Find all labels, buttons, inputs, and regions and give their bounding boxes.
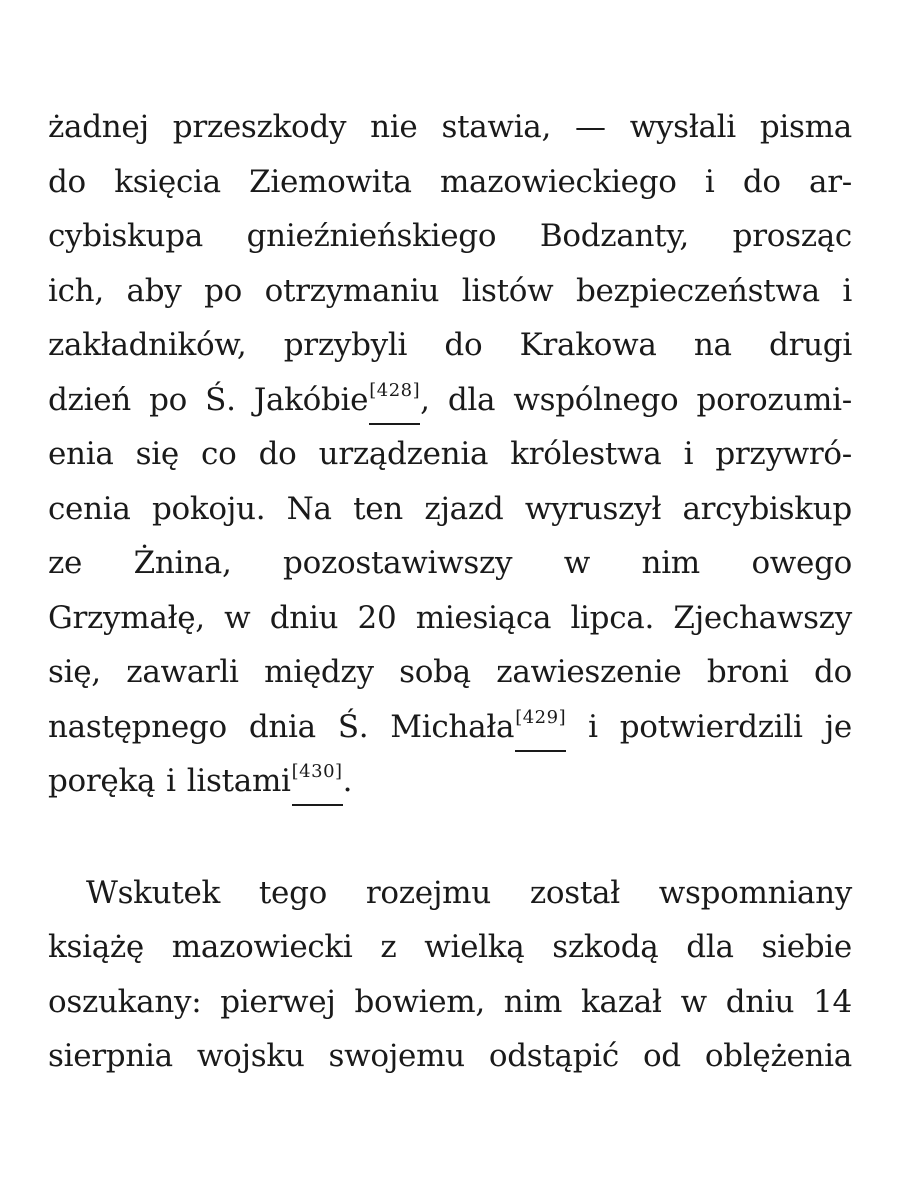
text-line [48, 754, 852, 809]
word: pierwej [220, 983, 336, 1020]
footnote-link-430[interactable]: [430] [291, 761, 343, 782]
text-line [48, 482, 852, 537]
word: po [204, 272, 242, 309]
paragraph-spacer [48, 809, 852, 866]
word: Żnina, [133, 545, 232, 581]
word: Jakóbie [253, 381, 369, 418]
book-page [48, 100, 852, 1084]
word: Ś. [337, 708, 369, 745]
word: do [742, 163, 781, 200]
word: Zjechawszy [673, 599, 852, 636]
word: z [380, 929, 397, 965]
text-line [48, 591, 852, 646]
word: w [680, 983, 707, 1020]
word: dla [686, 929, 734, 965]
word: oszukany: [48, 983, 202, 1020]
word: w [563, 545, 591, 581]
word: sierpnia [48, 1038, 173, 1074]
word: przybyli [283, 327, 408, 363]
word: ar- [809, 163, 852, 200]
text-line [48, 264, 852, 319]
word: prosząc [732, 218, 852, 254]
word: się [135, 436, 179, 472]
word: wysłali [629, 109, 736, 145]
word: Wskutek [86, 874, 221, 911]
word-with-footnote [254, 373, 430, 428]
word-with-footnote [390, 700, 566, 755]
word: cybiskupa [48, 218, 203, 254]
word: Ziemowita [249, 163, 412, 200]
text-line [48, 209, 852, 264]
word: Bodzanty, [539, 218, 689, 254]
punctuation: . [342, 763, 353, 799]
word: swojemu [328, 1038, 465, 1074]
word: kazał [581, 983, 662, 1020]
word: otrzymaniu [264, 272, 440, 309]
word: bezpieczeństwa [575, 272, 820, 309]
word: dniu [269, 599, 339, 636]
text-line [48, 920, 852, 975]
word: owego [751, 545, 852, 581]
word: Krakowa [519, 327, 657, 363]
word: Na [286, 490, 332, 527]
word: pisma [759, 109, 852, 145]
word: książę [48, 929, 144, 965]
word: arcybiskup [682, 490, 852, 527]
text-line [48, 155, 852, 210]
word: enia [48, 436, 114, 472]
word: nie [370, 109, 418, 145]
word: po [149, 381, 187, 418]
word: Grzymałę, [48, 599, 205, 636]
word: urządzenia [318, 436, 489, 472]
word: dnia [248, 708, 316, 745]
text-line [48, 645, 852, 700]
text-line [48, 100, 852, 155]
word: do [258, 436, 297, 472]
word: oblężenia [704, 1038, 852, 1074]
text-line [48, 866, 852, 921]
word: dniu [725, 983, 795, 1020]
word: zakładników, [48, 327, 247, 363]
word: i [704, 163, 715, 200]
word: zawieszenie [496, 654, 682, 690]
word: drugi [769, 327, 852, 363]
word: szkodą [552, 929, 659, 965]
word: się, [48, 654, 101, 690]
word: następnego [48, 708, 227, 745]
word: dla [447, 381, 496, 418]
word: pokoju. [151, 490, 266, 527]
word: zawarli [126, 654, 239, 690]
word: królestwa [510, 436, 662, 472]
paragraph-2 [48, 866, 852, 1084]
word: listów [461, 272, 554, 309]
word: rozejmu [365, 874, 491, 911]
word: pozostawiwszy [283, 545, 513, 581]
text-line [48, 975, 852, 1030]
word: wspomniany [658, 874, 852, 911]
word: ich, [48, 272, 104, 309]
word: księcia [114, 163, 221, 200]
text-line [48, 427, 852, 482]
word: — [575, 109, 606, 145]
word: przeszkody [172, 109, 347, 145]
word-with-footnote [187, 754, 352, 809]
word: broni [706, 654, 789, 690]
word: i [683, 436, 694, 472]
word: i [588, 708, 598, 745]
text-line [48, 1029, 852, 1084]
paragraph-1 [48, 100, 852, 809]
word: poręką [48, 763, 156, 799]
punctuation: , [420, 381, 430, 418]
word: do [48, 163, 86, 200]
word: lipca. [570, 599, 655, 636]
word: porozumi- [696, 381, 852, 418]
word: listami [186, 763, 291, 799]
word: siebie [761, 929, 852, 965]
word: przywró- [715, 436, 852, 472]
word: aby [126, 272, 182, 309]
text-line [48, 700, 852, 755]
word: na [693, 327, 732, 363]
word: nim [503, 983, 563, 1020]
word: mazowiecki [171, 929, 353, 965]
word: co [201, 436, 237, 472]
word: gnieźnieńskiego [246, 218, 497, 254]
footnote-link-429[interactable]: [429] [515, 706, 567, 728]
word: Ś. [205, 381, 236, 418]
word: ten [353, 490, 403, 527]
word: 20 [357, 599, 397, 636]
text-line [48, 318, 852, 373]
word: mazowieckiego [439, 163, 677, 200]
word: między [264, 654, 374, 690]
word: wojsku [196, 1038, 305, 1074]
word: wielką [424, 929, 525, 965]
word: miesiąca [415, 599, 552, 636]
word: bowiem, [354, 983, 485, 1020]
word: 14 [813, 983, 852, 1020]
word: wyruszył [524, 490, 662, 527]
word: odstąpić [488, 1038, 619, 1074]
word: tego [258, 874, 328, 911]
footnote-link-428[interactable]: [428] [369, 379, 421, 401]
word: je [824, 708, 852, 745]
word: do [814, 654, 852, 690]
word: zjazd [424, 490, 504, 527]
text-line [48, 373, 852, 428]
word: do [444, 327, 483, 363]
word: potwierdzili [619, 708, 803, 745]
text-line [48, 536, 852, 591]
word: dzień [48, 381, 131, 418]
word: stawia, [441, 109, 552, 145]
word: i [166, 763, 176, 799]
word: nim [641, 545, 700, 581]
word: w [224, 599, 251, 636]
word: wspólnego [513, 381, 679, 418]
word: cenia [48, 490, 131, 527]
word: żadnej [48, 109, 149, 145]
word: od [642, 1038, 681, 1074]
word: i [842, 272, 852, 309]
word: sobą [399, 654, 471, 690]
word: Michała [390, 708, 515, 745]
word: został [529, 874, 620, 911]
word: ze [48, 545, 83, 581]
